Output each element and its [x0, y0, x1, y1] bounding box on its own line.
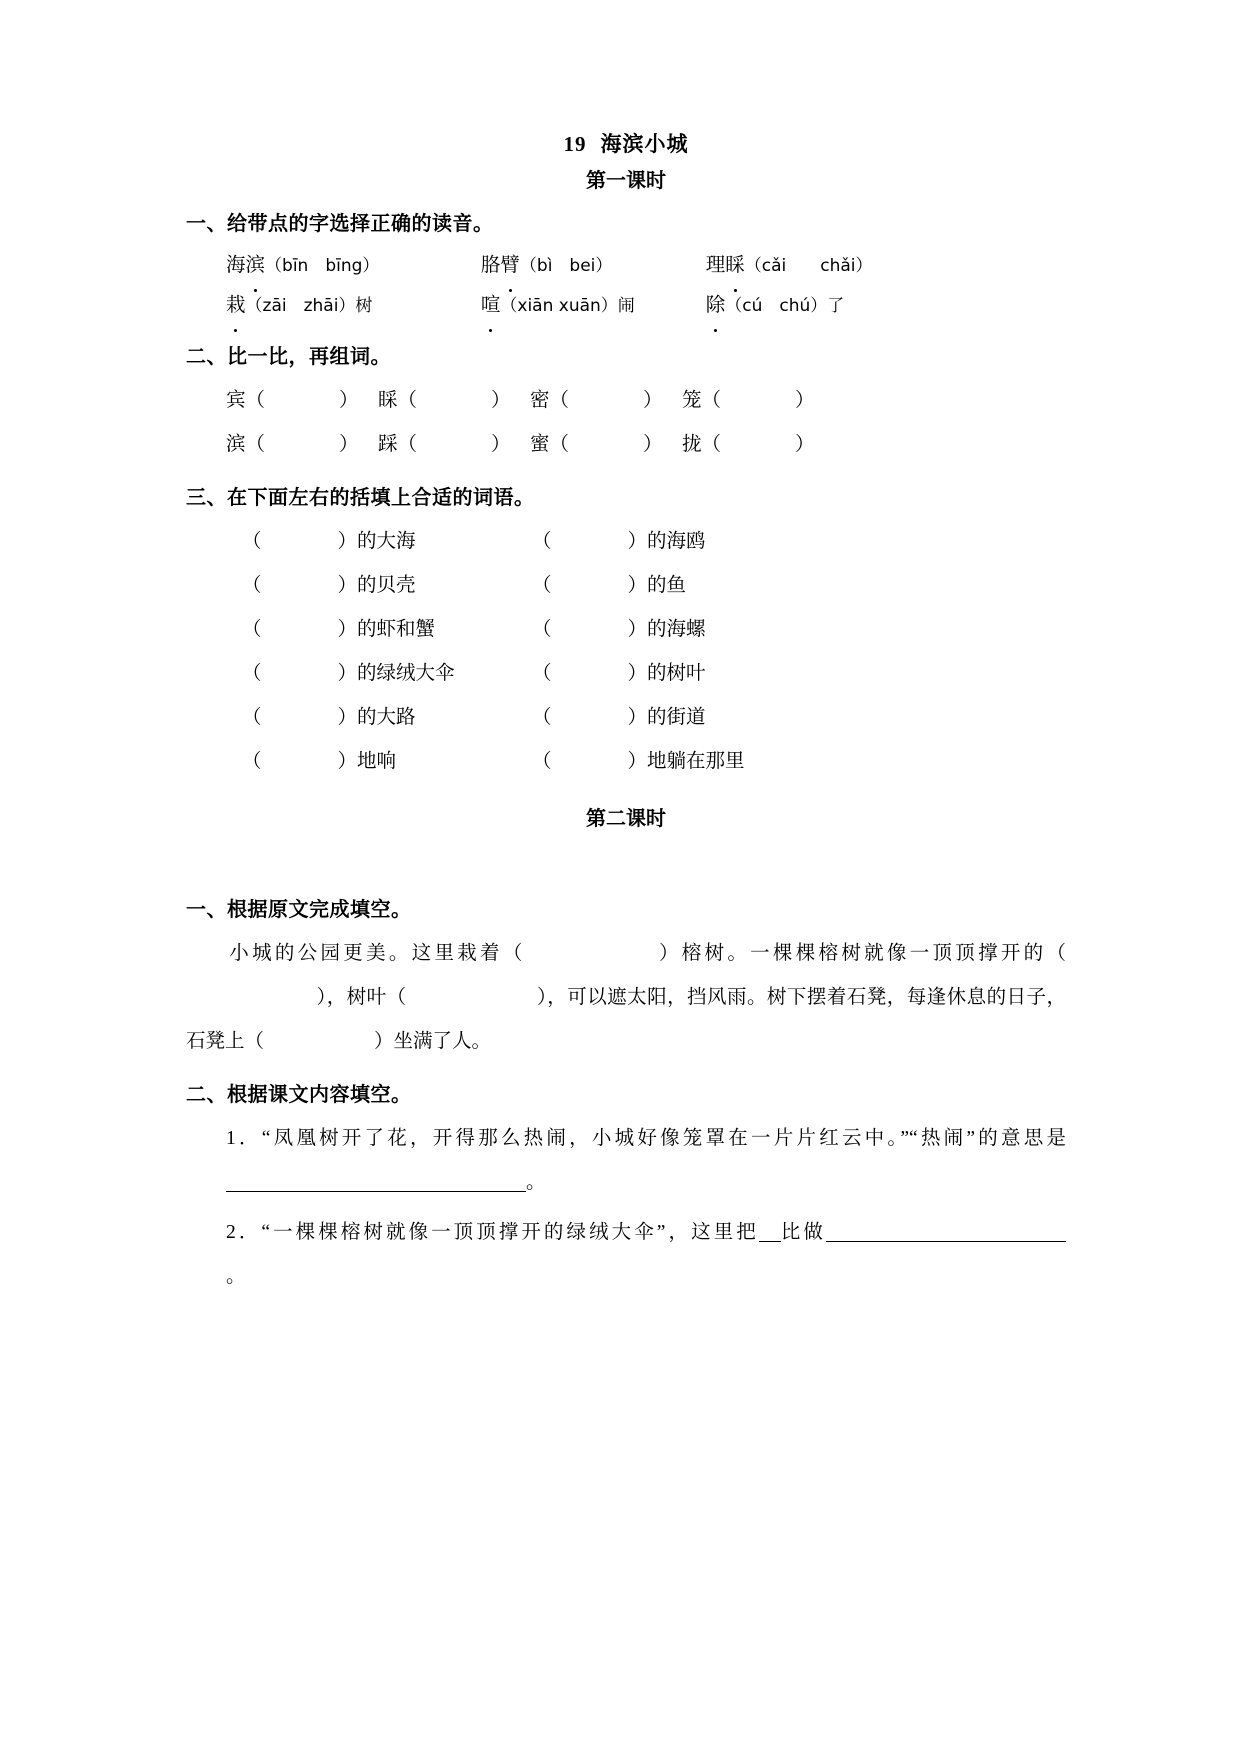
- collocation-grid: [186, 520, 1066, 784]
- page-content: [186, 128, 1066, 1305]
- question-1-text: 1．“凤凰树开了花，开得那么热闹，小城好像笼罩在一片片红云中。”“热闹”的意思是: [226, 1128, 1066, 1149]
- collocation-cell[interactable]: [532, 652, 822, 696]
- collocation-text: ）地躺在那里: [627, 751, 745, 772]
- answer-blank[interactable]: [759, 1217, 781, 1242]
- pinyin-row-2: [186, 286, 1066, 326]
- word-building-cell[interactable]: [378, 423, 530, 467]
- open-paren: （: [242, 751, 262, 772]
- cloze-paragraph: [186, 932, 1066, 1064]
- period-one-heading: 第一课时: [586, 170, 666, 192]
- section-1-heading: 一、给带点的字选择正确的读音。: [186, 213, 494, 235]
- pinyin-options[interactable]: （bīn bīng）: [265, 256, 380, 276]
- collocation-text: ）的贝壳: [337, 575, 416, 596]
- lesson-title: 海滨小城: [600, 132, 689, 156]
- cloze-text-e: ）坐满了人。: [374, 1031, 492, 1052]
- word-building-cell[interactable]: [226, 379, 378, 423]
- close-paren: ）: [339, 390, 359, 411]
- section-3-heading: 三、在下面左右的括填上合适的词语。: [186, 487, 535, 509]
- collocation-row: [242, 564, 1066, 608]
- open-paren: （: [242, 575, 262, 596]
- pinyin-word-prefix: 海: [226, 255, 246, 276]
- collocation-cell[interactable]: [532, 564, 822, 608]
- open-paren: （: [532, 707, 552, 728]
- question-2-end: 。: [226, 1266, 249, 1287]
- open-paren: （: [242, 707, 262, 728]
- dotted-char: 滨: [246, 246, 266, 286]
- word-building-cell[interactable]: [530, 379, 682, 423]
- collocation-text: ）地响: [337, 751, 397, 772]
- collocation-text: ）的大海: [337, 531, 416, 552]
- collocation-cell[interactable]: [242, 740, 532, 784]
- period2-section-2-heading: 二、根据课文内容填空。: [186, 1084, 412, 1106]
- close-paren: ）: [795, 390, 815, 411]
- answer-blank[interactable]: [826, 1217, 1066, 1242]
- word-prompt: 踩（: [378, 434, 418, 455]
- open-paren: （: [532, 619, 552, 640]
- word-building-row-2: [186, 423, 1066, 467]
- open-paren: （: [242, 663, 262, 684]
- collocation-cell[interactable]: [242, 520, 532, 564]
- word-prompt: 滨（: [226, 434, 266, 455]
- pinyin-item: [706, 286, 845, 326]
- pinyin-item: [481, 246, 701, 286]
- pinyin-word-prefix: 胳: [480, 255, 501, 276]
- dotted-char: 睬: [725, 246, 745, 286]
- pinyin-options[interactable]: （cú chú）了: [725, 296, 845, 316]
- open-paren: （: [242, 619, 262, 640]
- dotted-char: 栽: [226, 286, 246, 326]
- close-paren: ）: [643, 434, 663, 455]
- open-paren: （: [532, 575, 552, 596]
- collocation-row: [242, 520, 1066, 564]
- collocation-cell[interactable]: [242, 564, 532, 608]
- collocation-cell[interactable]: [532, 608, 822, 652]
- collocation-text: ）的树叶: [627, 663, 706, 684]
- pinyin-options[interactable]: （bì bei）: [519, 256, 613, 276]
- question-2: [186, 1211, 1066, 1299]
- pinyin-options[interactable]: （xiān xuān）闹: [500, 296, 635, 316]
- period-two-heading: 第二课时: [586, 808, 666, 830]
- word-building-row-1: [186, 379, 1066, 423]
- word-building-cell[interactable]: [682, 379, 834, 423]
- word-prompt: 睬（: [378, 390, 418, 411]
- collocation-cell[interactable]: [242, 652, 532, 696]
- collocation-cell[interactable]: [242, 608, 532, 652]
- pinyin-row-1: [186, 246, 1066, 286]
- cloze-text-d: ），可以遮太阳，挡风雨。树下摆着石凳，每逢休息的日子，石凳上（: [186, 987, 1066, 1052]
- pinyin-item: [226, 246, 476, 286]
- word-building-cell[interactable]: [226, 423, 378, 467]
- close-paren: ）: [491, 434, 511, 455]
- collocation-cell[interactable]: [242, 696, 532, 740]
- lesson-number: 19: [563, 132, 587, 156]
- collocation-row: [242, 696, 1066, 740]
- collocation-row: [242, 608, 1066, 652]
- question-1: [186, 1117, 1066, 1205]
- pinyin-item: [481, 286, 701, 326]
- close-paren: ）: [643, 390, 663, 411]
- pinyin-options[interactable]: （zāi zhāi）树: [245, 296, 373, 316]
- word-building-cell[interactable]: [530, 423, 682, 467]
- pinyin-word-prefix: 理: [705, 255, 726, 276]
- page-title: [186, 128, 1066, 158]
- collocation-text: ）的街道: [627, 707, 706, 728]
- cloze-text-a: 小城的公园更美。这里栽着（: [226, 943, 526, 964]
- collocation-text: ）的海鸥: [627, 531, 706, 552]
- open-paren: （: [242, 531, 262, 552]
- collocation-text: ）的鱼: [627, 575, 687, 596]
- question-1-end: 。: [526, 1172, 546, 1193]
- question-2-text: 2．“一棵棵榕树就像一顶顶撑开的绿绒大伞”，这里把: [226, 1222, 759, 1243]
- pinyin-item: [226, 286, 476, 326]
- close-paren: ）: [795, 434, 815, 455]
- answer-blank[interactable]: [226, 1167, 526, 1192]
- word-building-cell[interactable]: [378, 379, 530, 423]
- collocation-text: ）的虾和蟹: [337, 619, 436, 640]
- dotted-char: 喧: [481, 286, 501, 326]
- open-paren: （: [532, 751, 552, 772]
- collocation-text: ）的绿绒大伞: [337, 663, 455, 684]
- section-2-heading: 二、比一比，再组词。: [186, 346, 391, 368]
- collocation-row: [242, 740, 1066, 784]
- cloze-text-c: ），树叶（: [316, 987, 407, 1008]
- open-paren: （: [532, 531, 552, 552]
- close-paren: ）: [491, 390, 511, 411]
- word-building-cell[interactable]: [682, 423, 834, 467]
- collocation-cell[interactable]: [532, 740, 822, 784]
- collocation-cell[interactable]: [532, 696, 822, 740]
- cloze-text-b: ）榕树。一棵棵榕树就像一顶顶撑开的（: [655, 943, 1066, 964]
- collocation-text: ）的海螺: [627, 619, 706, 640]
- open-paren: （: [532, 663, 552, 684]
- word-prompt: 蜜（: [530, 434, 570, 455]
- pinyin-item: [706, 246, 873, 286]
- word-prompt: 宾（: [226, 390, 266, 411]
- dotted-char: 臂: [500, 246, 520, 286]
- collocation-text: ）的大路: [337, 707, 416, 728]
- close-paren: ）: [339, 434, 359, 455]
- question-2-mid: 比做: [780, 1222, 826, 1243]
- word-prompt: 密（: [530, 390, 570, 411]
- pinyin-options[interactable]: （cǎi chǎi）: [744, 256, 873, 276]
- spacer: [186, 841, 1066, 879]
- word-prompt: 笼（: [682, 390, 722, 411]
- collocation-cell[interactable]: [532, 520, 822, 564]
- collocation-row: [242, 652, 1066, 696]
- dotted-char: 除: [706, 286, 726, 326]
- word-prompt: 拢（: [682, 434, 722, 455]
- period2-section-1-heading: 一、根据原文完成填空。: [186, 899, 412, 921]
